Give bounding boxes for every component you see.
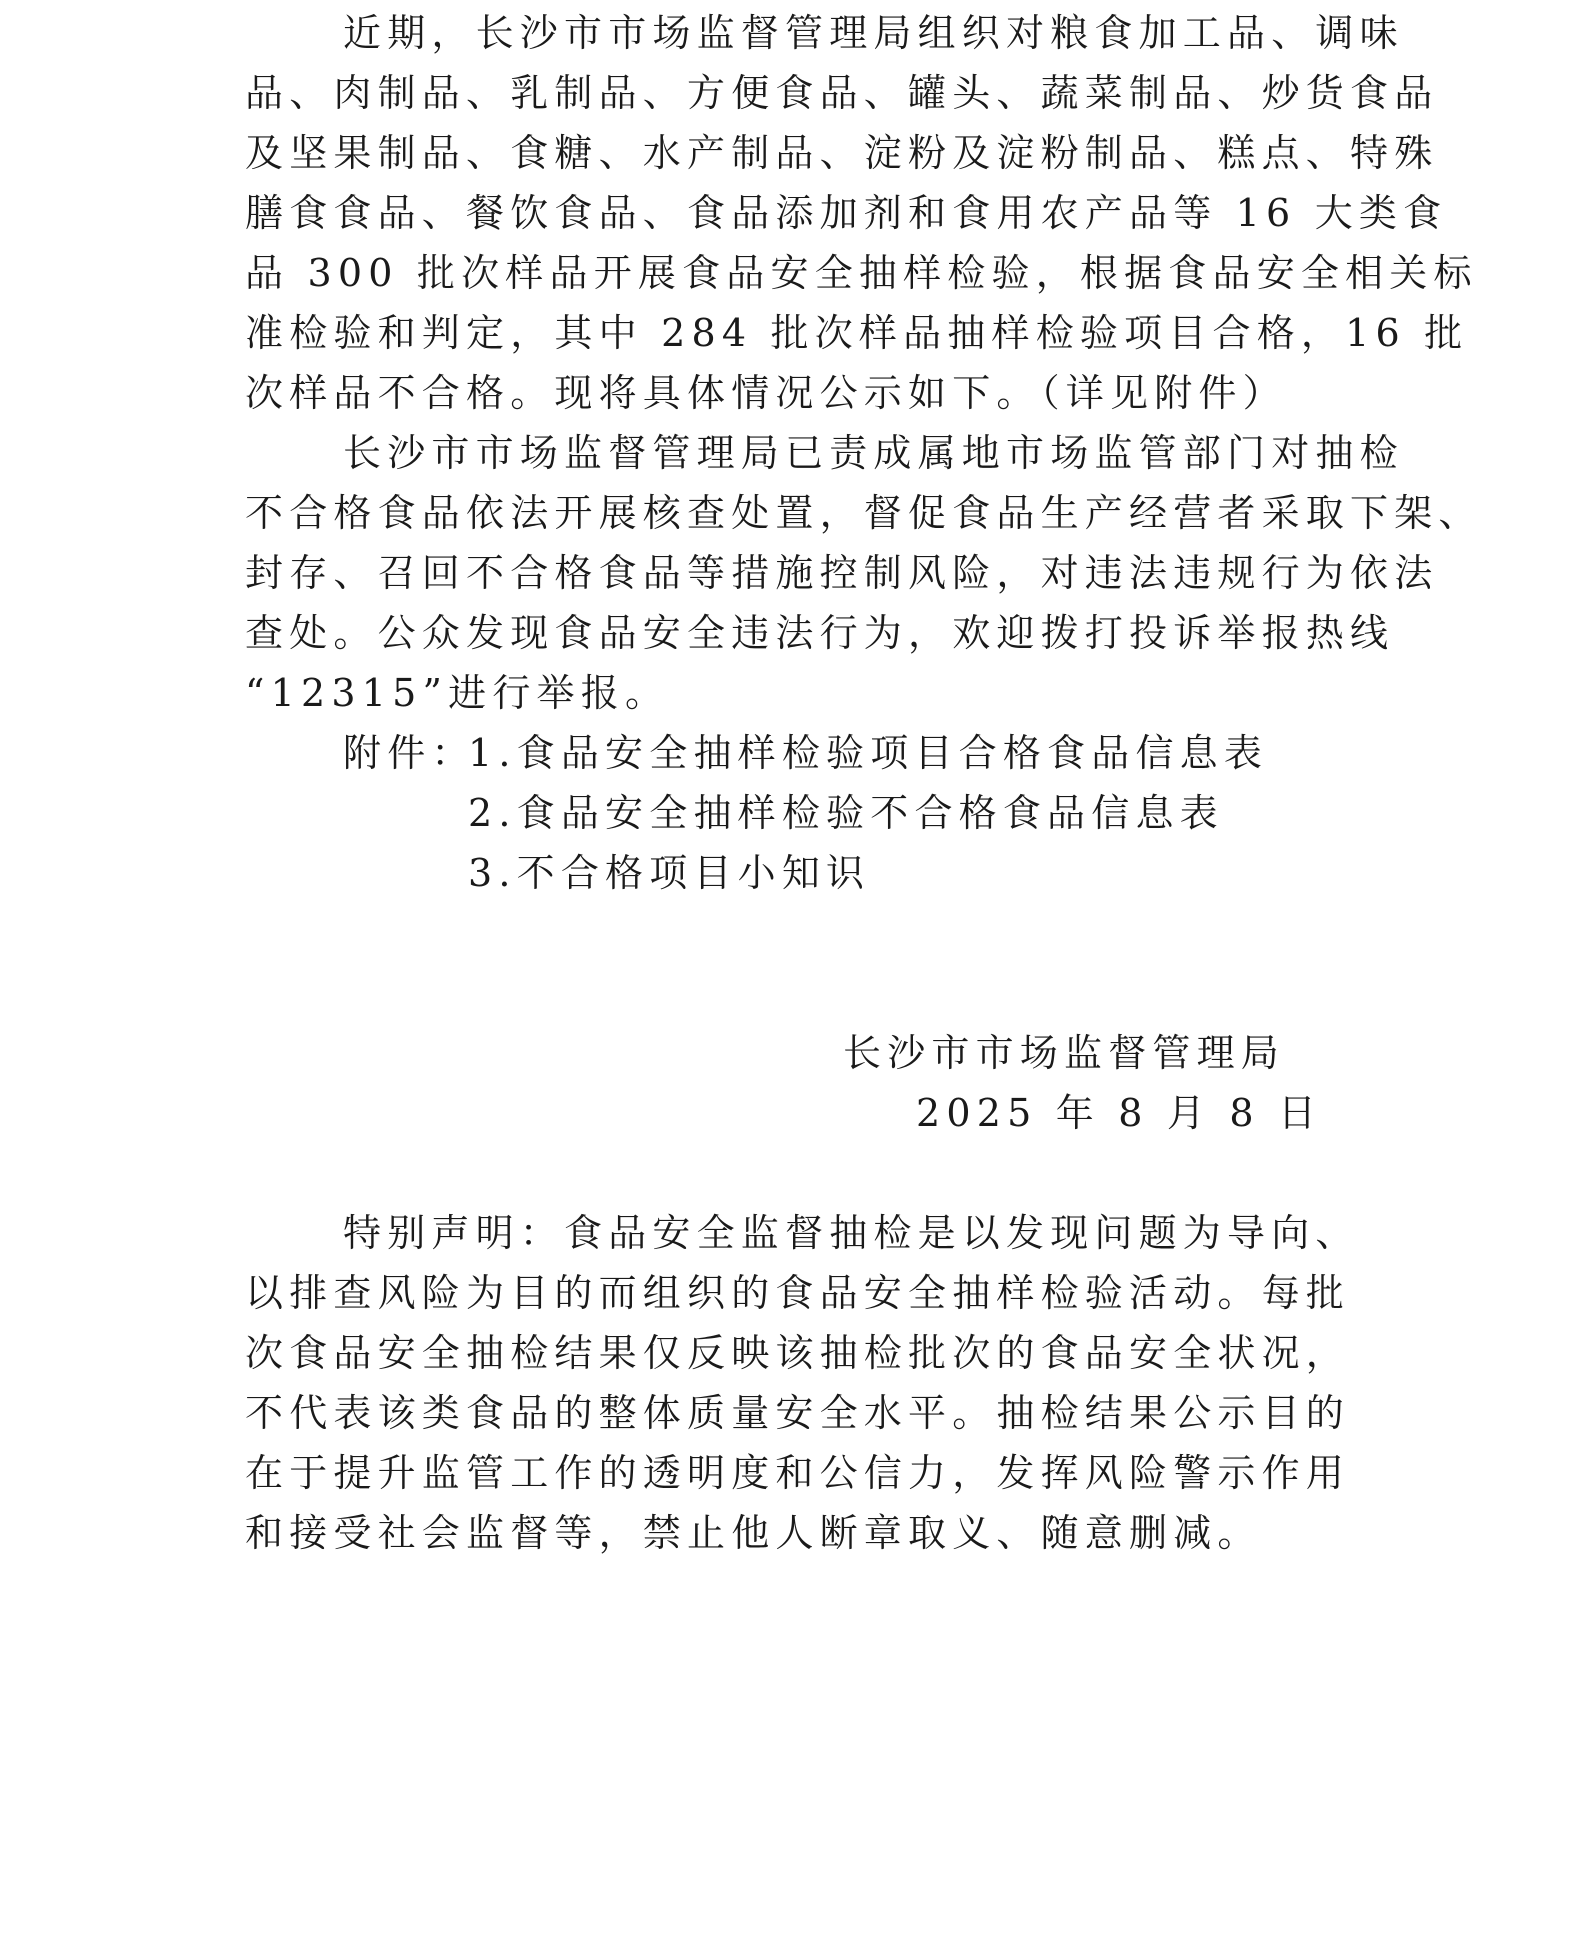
- paragraph-1-line: 准检验和判定，其中 284 批次样品抽样检验项目合格，16 批: [245, 311, 1469, 355]
- paragraph-1-line: 近期，长沙市市场监督管理局组织对粮食加工品、调味: [343, 11, 1404, 55]
- paragraph-2-line: 查处。公众发现食品安全违法行为，欢迎拨打投诉举报热线: [245, 611, 1395, 655]
- signature-date: 2025 年 8 月 8 日: [916, 1091, 1323, 1135]
- paragraph-2-line: 长沙市市场监督管理局已责成属地市场监管部门对抽检: [343, 431, 1404, 475]
- paragraph-2-line: “12315”进行举报。: [245, 671, 670, 715]
- attachments-label: 附件：: [343, 731, 476, 775]
- statement-line: 以排查风险为目的而组织的食品安全抽样检验活动。每批: [245, 1271, 1351, 1315]
- statement-line: 次食品安全抽检结果仅反映该抽检批次的食品安全状况，: [245, 1331, 1351, 1375]
- statement-line: 和接受社会监督等，禁止他人断章取义、随意删减。: [245, 1511, 1262, 1555]
- paragraph-1-line: 品、肉制品、乳制品、方便食品、罐头、蔬菜制品、炒货食品: [245, 71, 1439, 115]
- paragraph-1-line: 膳食食品、餐饮食品、食品添加剂和食用农产品等 16 大类食: [245, 191, 1448, 235]
- signature-org: 长沙市市场监督管理局: [843, 1031, 1286, 1075]
- attachment-link[interactable]: 3.不合格项目小知识: [468, 851, 871, 895]
- statement-line: 在于提升监管工作的透明度和公信力，发挥风险警示作用: [245, 1451, 1351, 1495]
- attachment-link[interactable]: 2.食品安全抽样检验不合格食品信息表: [468, 791, 1224, 835]
- paragraph-2-line: 不合格食品依法开展核查处置，督促食品生产经营者采取下架、: [245, 491, 1483, 535]
- paragraph-1-line: 次样品不合格。现将具体情况公示如下。（详见附件）: [245, 371, 1287, 415]
- attachment-link[interactable]: 1.食品安全抽样检验项目合格食品信息表: [468, 731, 1269, 775]
- paragraph-2-line: 封存、召回不合格食品等措施控制风险，对违法违规行为依法: [245, 551, 1439, 595]
- statement-line: 不代表该类食品的整体质量安全水平。抽检结果公示目的: [245, 1391, 1351, 1435]
- paragraph-1-line: 及坚果制品、食糖、水产制品、淀粉及淀粉制品、糕点、特殊: [245, 131, 1439, 175]
- paragraph-1-line: 品 300 批次样品开展食品安全抽样检验，根据食品安全相关标: [245, 251, 1478, 295]
- statement-line: 特别声明：食品安全监督抽检是以发现问题为导向、: [343, 1211, 1360, 1255]
